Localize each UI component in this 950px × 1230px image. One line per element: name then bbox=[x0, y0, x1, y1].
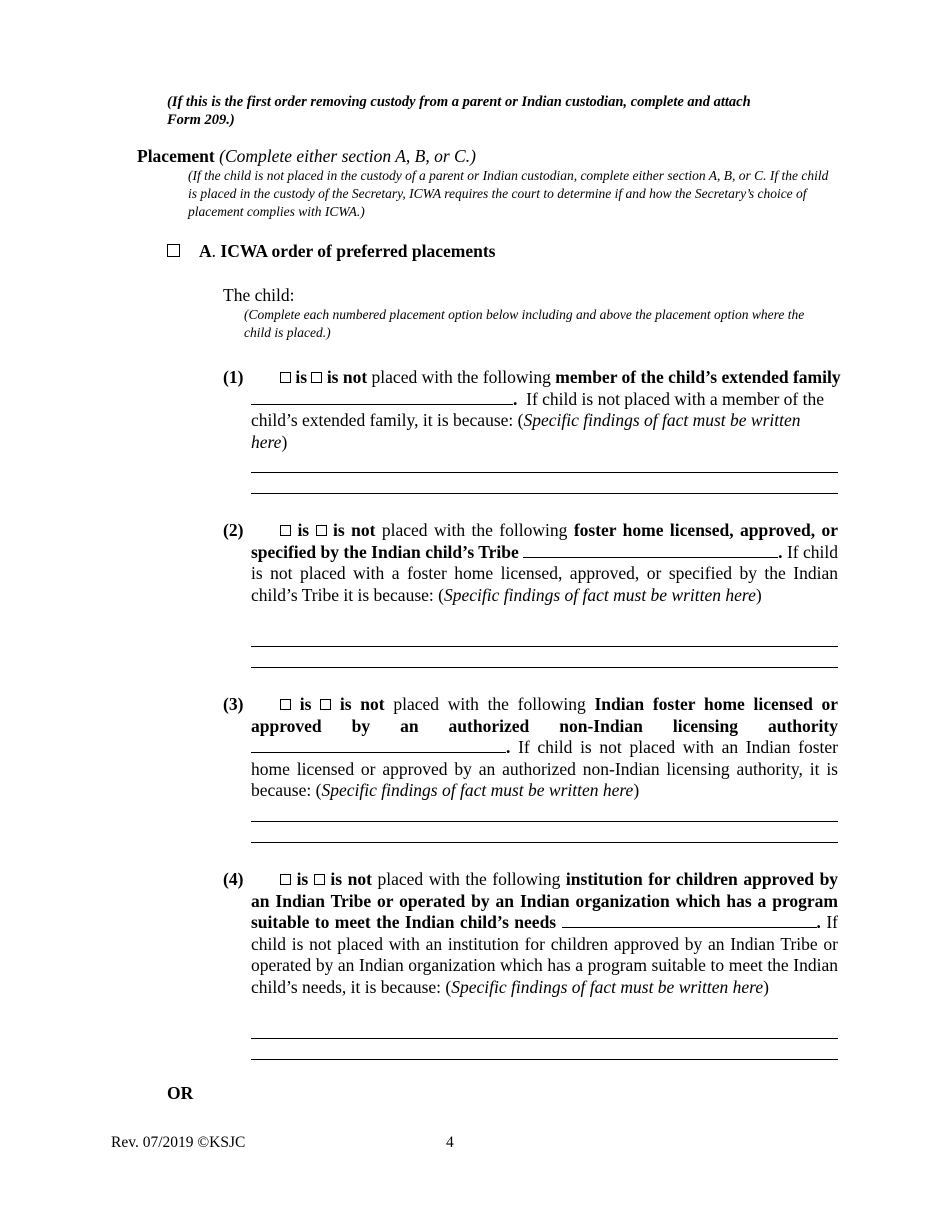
option-2-reason: If child is not placed with a foster home licensed, approved, or specified by the Indian child’s Tribe it is because: bbox=[251, 541, 839, 605]
option-2-is-not: is not bbox=[333, 520, 376, 540]
option-3-is: is bbox=[299, 694, 312, 714]
option-3: is is not placed with the following Indian foster home licensed or approved by an authorized non-Indian licensing authority . If child is not placed with an Indian foster home licensed or approved by an authorized non-Indian licensing authority, it is because: (Specific findings of fact must be written here) bbox=[251, 694, 839, 800]
option-4-placement-type: institution for children approved by an Indian Tribe or operated by an Indian organization which has a program suitable to meet the Indian child’s needs bbox=[251, 869, 839, 932]
section-a-heading: A. ICWA order of preferred placements bbox=[167, 241, 667, 263]
option-2-is-not-checkbox[interactable] bbox=[316, 525, 327, 536]
option-4-placed-with: placed with the following bbox=[377, 869, 561, 889]
option-4-is: is bbox=[296, 869, 309, 889]
option-4-number: (4) bbox=[223, 869, 244, 889]
option-4-findings-line-1[interactable] bbox=[251, 1038, 838, 1039]
section-a-letter: A bbox=[199, 241, 212, 261]
option-4-is-checkbox[interactable] bbox=[280, 874, 291, 885]
option-3-findings-line-2[interactable] bbox=[251, 842, 838, 843]
placement-heading bbox=[137, 146, 837, 168]
placement-instruction: (Complete either section A, B, or C.) bbox=[219, 146, 476, 166]
option-1-placed-with: placed with the following bbox=[371, 367, 551, 387]
option-4-reason: If child is not placed with an institution for children approved by an Indian Tribe or operated by an Indian organization which has a program suitable to meet the Indian child’s needs, it is because: bbox=[251, 912, 839, 997]
placement-note: (If the child is not placed in the custody of a parent or Indian custodian, complete either section A, B, or C. If the child is placed in the custody of the Secretary, ICWA requires the court to determine if and how the Secretary’s choice of placement complies with ICWA.) bbox=[188, 168, 829, 219]
option-1-findings-line-1[interactable] bbox=[251, 472, 838, 473]
option-4: is is not placed with the following institution for children approved by an Indian Tribe or operated by an Indian organization which has a program suitable to meet the Indian child’s needs . If child is not placed with an institution for children approved by an Indian Tribe or operated by an Indian organization which has a program suitable to meet the Indian child’s needs, it is because: (Specific findings of fact must be written here) bbox=[251, 869, 839, 997]
option-2-findings-line-2[interactable] bbox=[251, 667, 838, 668]
option-1-findings-label: Specific findings of fact must be written here bbox=[251, 410, 801, 452]
or-label: OR bbox=[167, 1083, 194, 1103]
section-a-checkbox[interactable] bbox=[167, 244, 180, 257]
option-1-number: (1) bbox=[223, 367, 244, 387]
option-3-is-not: is not bbox=[339, 694, 385, 714]
footer-page-number: 4 bbox=[446, 1134, 454, 1151]
option-2: is is not placed with the following foster home licensed, approved, or specified by the Indian child’s Tribe . If child is not placed with a foster home licensed, approved, or specified by the Indian child’s Tribe it is because: (Specific findings of fact must be written here) bbox=[251, 520, 839, 605]
intro-note: (If this is the first order removing custody from a parent or Indian custodian, complete and attach Form 209.) bbox=[167, 94, 751, 128]
option-3-findings-line-1[interactable] bbox=[251, 821, 838, 822]
option-3-findings-label: Specific findings of fact must be written here bbox=[321, 780, 634, 800]
option-1-is: is bbox=[295, 367, 308, 387]
the-child-label: The child: bbox=[223, 285, 295, 305]
placement-label: Placement bbox=[137, 146, 215, 166]
option-3-is-checkbox[interactable] bbox=[280, 699, 291, 710]
child-note: (Complete each numbered placement option below including and above the placement option where the child is placed.) bbox=[244, 307, 805, 340]
option-4-is-not: is not bbox=[330, 869, 372, 889]
option-3-placement-type: Indian foster home licensed or approved by an authorized non-Indian licensing authority bbox=[251, 694, 839, 736]
option-3-reason: If child is not placed with an Indian foster home licensed or approved by an authorized non-Indian licensing authority, it is because: bbox=[251, 737, 839, 800]
option-2-is: is bbox=[297, 520, 310, 540]
option-2-number: (2) bbox=[223, 520, 244, 540]
option-4-name-field[interactable] bbox=[562, 912, 817, 928]
option-2-placement-type: foster home licensed, approved, or specified by the Indian child’s Tribe bbox=[251, 520, 839, 562]
option-1-reason: If child is not placed with a member of the child’s extended family, it is because: bbox=[251, 388, 825, 430]
option-4-is-not-checkbox[interactable] bbox=[314, 874, 325, 885]
option-2-is-checkbox[interactable] bbox=[280, 525, 291, 536]
option-2-placed-with: placed with the following bbox=[381, 520, 568, 540]
option-3-name-field[interactable] bbox=[251, 737, 506, 753]
option-1-name-field[interactable] bbox=[251, 389, 513, 405]
option-1-findings-line-2[interactable] bbox=[251, 493, 838, 494]
option-3-is-not-checkbox[interactable] bbox=[320, 699, 331, 710]
option-2-findings-line-1[interactable] bbox=[251, 646, 838, 647]
option-1-placement-type: member of the child’s extended family bbox=[555, 367, 841, 387]
section-a-title: ICWA order of preferred placements bbox=[220, 241, 496, 261]
option-1-is-not-checkbox[interactable] bbox=[311, 372, 322, 383]
option-3-number: (3) bbox=[223, 694, 244, 714]
option-1-is-not: is not bbox=[326, 367, 368, 387]
footer-revision: Rev. 07/2019 ©KSJC bbox=[111, 1134, 246, 1151]
option-4-findings-line-2[interactable] bbox=[251, 1059, 838, 1060]
option-4-findings-label: Specific findings of fact must be written here bbox=[451, 976, 764, 997]
option-1-is-checkbox[interactable] bbox=[280, 372, 291, 383]
option-2-findings-label: Specific findings of fact must be written here bbox=[443, 584, 756, 605]
option-2-name-field[interactable] bbox=[523, 542, 778, 558]
option-3-placed-with: placed with the following bbox=[393, 694, 586, 714]
option-1: is is not placed with the following member of the child’s extended family . If child is not placed with a member of the child’s extended family, it is because: (Specific findings of fact must be written here) bbox=[251, 367, 841, 452]
